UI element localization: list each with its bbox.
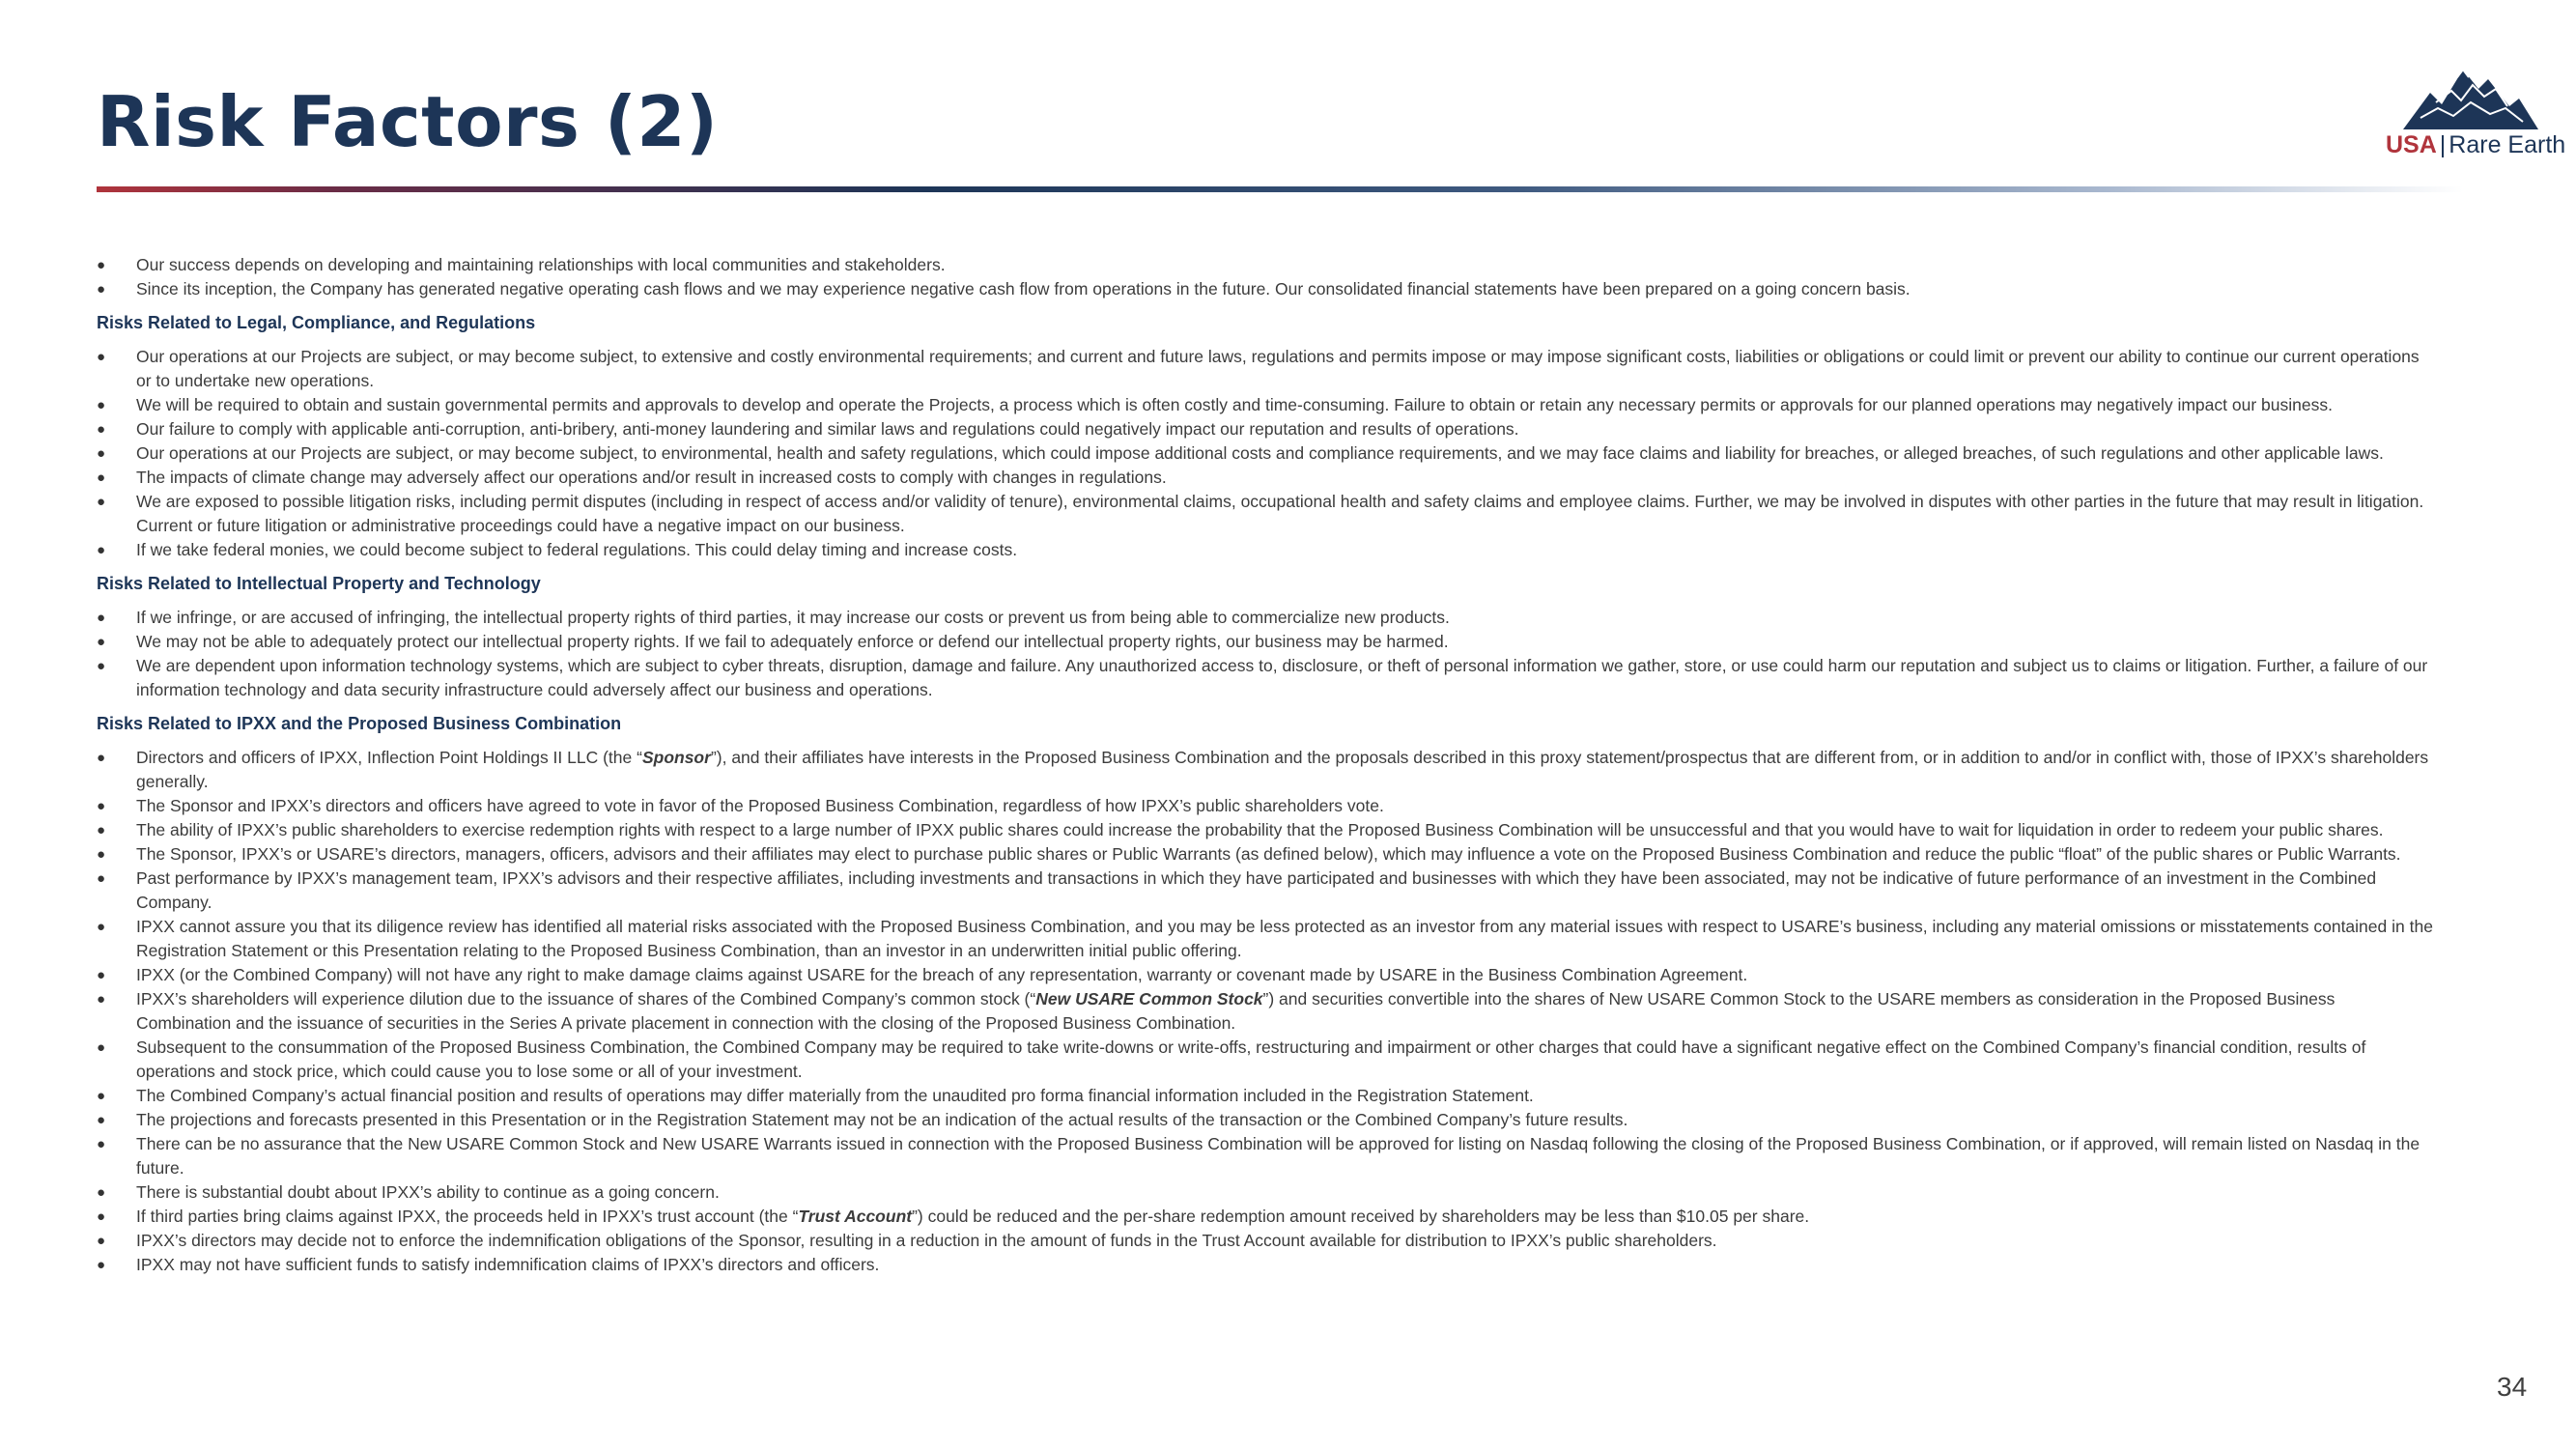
- risk-list: [97, 253, 2434, 301]
- risk-text: If third parties bring claims against IPXX, the proceeds held in IPXX’s trust account (the “: [136, 1207, 799, 1226]
- company-logo: [2386, 64, 2566, 160]
- bullet-icon: ●: [97, 870, 106, 887]
- bullet-icon: ●: [97, 1088, 106, 1104]
- bullet-icon: ●: [97, 469, 106, 486]
- risk-text: ”) could be reduced and the per-share redemption amount received by shareholders may be less than $10.05 per share.: [912, 1207, 1810, 1226]
- logo-wordmark: USA | Rare Earth: [2386, 131, 2566, 158]
- risk-item: [97, 538, 2434, 562]
- risk-list: [97, 746, 2434, 1277]
- risk-item: [97, 987, 2434, 1036]
- risk-item: [97, 1132, 2434, 1180]
- bullet-icon: ●: [97, 967, 106, 983]
- bullet-icon: ●: [97, 397, 106, 413]
- risk-item: [97, 746, 2434, 794]
- risk-text: Our operations at our Projects are subject, or may become subject, to environmental, health and safety regulations, which could impose additional costs and compliance requirements, and we may face claims and liability for breaches, or alleged breaches, of such regulations and other applicable laws.: [136, 443, 2384, 463]
- bullet-icon: ●: [97, 846, 106, 863]
- risk-item: [97, 606, 2434, 630]
- risk-text: We are exposed to possible litigation risks, including permit disputes (including in respect of access and/or validity of tenure), environmental claims, occupational health and safety claims and employee claims. Further, we may be involved in disputes with other parties in the future that may result in litigation. Current or future litigation or administrative proceedings could have a negative impact on our business.: [136, 492, 2424, 535]
- mountain-logo-icon: [2403, 64, 2538, 131]
- risk-item: [97, 417, 2434, 441]
- risk-section: [97, 253, 2434, 301]
- bullet-icon: ●: [97, 1039, 106, 1056]
- risk-item: [97, 393, 2434, 417]
- risk-text: The Combined Company’s actual financial position and results of operations may differ materially from the unaudited pro forma financial information included in the Registration Statement.: [136, 1086, 1534, 1105]
- section-heading: Risks Related to Intellectual Property and Technology: [97, 574, 541, 593]
- risk-text: IPXX cannot assure you that its diligence review has identified all material risks associated with the Proposed Business Combination, and you may be less protected as an investor from any material issues with respect to USARE’s business, including any material omissions or misstatements contained in the Registration Statement or this Presentation relating to the Proposed Business Combination, than an investor in an underwritten initial public offering.: [136, 917, 2433, 960]
- risk-item: [97, 466, 2434, 490]
- risk-item: [97, 1084, 2434, 1108]
- risk-content: [97, 253, 2434, 1277]
- risk-item: [97, 345, 2434, 393]
- bullet-icon: ●: [97, 1136, 106, 1152]
- bullet-icon: ●: [97, 1233, 106, 1249]
- risk-item: [97, 1229, 2434, 1253]
- risk-item: [97, 654, 2434, 702]
- bullet-icon: ●: [97, 750, 106, 766]
- section-heading: Risks Related to IPXX and the Proposed Business Combination: [97, 714, 622, 733]
- page-title: Risk Factors (2): [97, 81, 719, 162]
- defined-term: Sponsor: [641, 748, 711, 767]
- risk-item: [97, 277, 2434, 301]
- bullet-icon: ●: [97, 610, 106, 626]
- bullet-icon: ●: [97, 991, 106, 1008]
- risk-text: IPXX (or the Combined Company) will not have any right to make damage claims against USARE for the breach of any representation, warranty or covenant made by USARE in the Business Combination Agreement.: [136, 965, 1748, 984]
- defined-term: New USARE Common Stock: [1035, 989, 1263, 1009]
- bullet-icon: ●: [97, 542, 106, 558]
- risk-section: [97, 572, 2434, 702]
- risk-text: If we infringe, or are accused of infringing, the intellectual property rights of third parties, it may increase our costs or prevent us from being able to commercialize new products.: [136, 608, 1450, 627]
- risk-item: [97, 867, 2434, 915]
- risk-section: [97, 311, 2434, 562]
- bullet-icon: ●: [97, 1184, 106, 1201]
- risk-text: IPXX’s shareholders will experience dilution due to the issuance of shares of the Combined Company’s common stock (“: [136, 989, 1036, 1009]
- bullet-icon: ●: [97, 421, 106, 438]
- risk-item: [97, 253, 2434, 277]
- risk-text: The projections and forecasts presented in this Presentation or in the Registration Statement may not be an indication of the actual results of the transaction or the Combined Company’s future results.: [136, 1110, 1628, 1129]
- bullet-icon: ●: [97, 1112, 106, 1128]
- bullet-icon: ●: [97, 822, 106, 838]
- risk-text: There can be no assurance that the New USARE Common Stock and New USARE Warrants issued in connection with the Proposed Business Combination will be approved for listing on Nasdaq following the closing of the Proposed Business Combination, or if approved, will remain listed on Nasdaq in the future.: [136, 1134, 2420, 1178]
- risk-text: IPXX may not have sufficient funds to satisfy indemnification claims of IPXX’s directors and officers.: [136, 1255, 880, 1274]
- risk-text: Since its inception, the Company has generated negative operating cash flows and we may experience negative cash flow from operations in the future. Our consolidated financial statements have been prepared on a going concern basis.: [136, 279, 1911, 298]
- page-number: 34: [2497, 1372, 2528, 1402]
- risk-text: The ability of IPXX’s public shareholders to exercise redemption rights with respect to a large number of IPXX public shares could increase the probability that the Proposed Business Combination will be unsuccessful and that you would have to wait for liquidation in order to redeem your public shares.: [136, 820, 2384, 839]
- bullet-icon: ●: [97, 281, 106, 298]
- risk-text: Our success depends on developing and maintaining relationships with local communities and stakeholders.: [136, 255, 946, 274]
- risk-item: [97, 1253, 2434, 1277]
- risk-text: The Sponsor and IPXX’s directors and officers have agreed to vote in favor of the Proposed Business Combination, regardless of how IPXX’s public shareholders vote.: [136, 796, 1384, 815]
- risk-text: The Sponsor, IPXX’s or USARE’s directors, managers, officers, advisors and their affiliates may elect to purchase public shares or Public Warrants (as defined below), which may influence a vote on the Proposed Business Combination and reduce the public “float” of the public shares or Public Warrants.: [136, 844, 2401, 864]
- bullet-icon: ●: [97, 658, 106, 674]
- risk-item: [97, 630, 2434, 654]
- risk-item: [97, 963, 2434, 987]
- title-divider: [97, 186, 2463, 192]
- bullet-icon: ●: [97, 349, 106, 365]
- risk-item: [97, 1036, 2434, 1084]
- bullet-icon: ●: [97, 445, 106, 462]
- defined-term: Trust Account: [798, 1207, 913, 1226]
- risk-text: There is substantial doubt about IPXX’s ability to continue as a going concern.: [136, 1182, 720, 1202]
- risk-item: [97, 915, 2434, 963]
- risk-text: IPXX’s directors may decide not to enforce the indemnification obligations of the Sponsor, resulting in a reduction in the amount of funds in the Trust Account available for distribution to IPXX’s public shareholders.: [136, 1231, 1717, 1250]
- risk-text: If we take federal monies, we could become subject to federal regulations. This could delay timing and increase costs.: [136, 540, 1018, 559]
- bullet-icon: ●: [97, 634, 106, 650]
- risk-item: [97, 490, 2434, 538]
- bullet-icon: ●: [97, 257, 106, 273]
- risk-text: Directors and officers of IPXX, Inflection Point Holdings II LLC (the “: [136, 748, 642, 767]
- risk-text: We will be required to obtain and sustain governmental permits and approvals to develop and operate the Projects, a process which is often costly and time-consuming. Failure to obtain or retain any necessary permits or approvals for our planned operations may negatively impact our business.: [136, 395, 2333, 414]
- risk-text: We are dependent upon information technology systems, which are subject to cyber threats, disruption, damage and failure. Any unauthorized access to, disclosure, or theft of personal information we gather, store, or use could harm our reputation and subject us to claims or litigation. Further, a failure of our information technology and data security infrastructure could adversely affect our business and operations.: [136, 656, 2428, 699]
- risk-section: [97, 712, 2434, 1277]
- risk-text: ”), and their affiliates have interests in the Proposed Business Combination and the proposals described in this proxy statement/prospectus that are different from, or in addition to and/or in conflict with, those of IPXX’s shareholders generally.: [136, 748, 2429, 791]
- bullet-icon: ●: [97, 798, 106, 814]
- risk-item: [97, 842, 2434, 867]
- risk-item: [97, 794, 2434, 818]
- risk-text: The impacts of climate change may adversely affect our operations and/or result in increased costs to comply with changes in regulations.: [136, 468, 1167, 487]
- risk-item: [97, 1180, 2434, 1205]
- bullet-icon: ●: [97, 494, 106, 510]
- bullet-icon: ●: [97, 1208, 106, 1225]
- risk-list: [97, 345, 2434, 562]
- risk-item: [97, 1108, 2434, 1132]
- bullet-icon: ●: [97, 919, 106, 935]
- risk-text: ”) and securities convertible into the shares of New USARE Common Stock to the USARE members as consideration in the Proposed Business Combination and the issuance of securities in the Series A private placement in connection with the closing of the Proposed Business Combination.: [136, 989, 2335, 1033]
- risk-item: [97, 441, 2434, 466]
- risk-text: We may not be able to adequately protect our intellectual property rights. If we fail to adequately enforce or defend our intellectual property rights, our business may be harmed.: [136, 632, 1449, 651]
- bullet-icon: ●: [97, 1257, 106, 1273]
- risk-text: Our operations at our Projects are subject, or may become subject, to extensive and costly environmental requirements; and current and future laws, regulations and permits impose or may impose significant costs, liabilities or obligations or could limit or prevent our ability to continue our current operations or to undertake new operations.: [136, 347, 2420, 390]
- risk-text: Past performance by IPXX’s management team, IPXX’s advisors and their respective affiliates, including investments and transactions in which they have participated and businesses with which they have been associated, may not be indicative of future performance of an investment in the Combined Company.: [136, 868, 2377, 912]
- risk-text: Our failure to comply with applicable anti-corruption, anti-bribery, anti-money laundering and similar laws and regulations could negatively impact our reputation and results of operations.: [136, 419, 1519, 439]
- risk-list: [97, 606, 2434, 702]
- risk-text: Subsequent to the consummation of the Proposed Business Combination, the Combined Company may be required to take write-downs or write-offs, restructuring and impairment or other charges that could have a significant negative effect on the Combined Company’s financial condition, results of operations and stock price, which could cause you to lose some or all of your investment.: [136, 1037, 2366, 1081]
- risk-item: [97, 1205, 2434, 1229]
- risk-item: [97, 818, 2434, 842]
- section-heading: Risks Related to Legal, Compliance, and Regulations: [97, 313, 536, 332]
